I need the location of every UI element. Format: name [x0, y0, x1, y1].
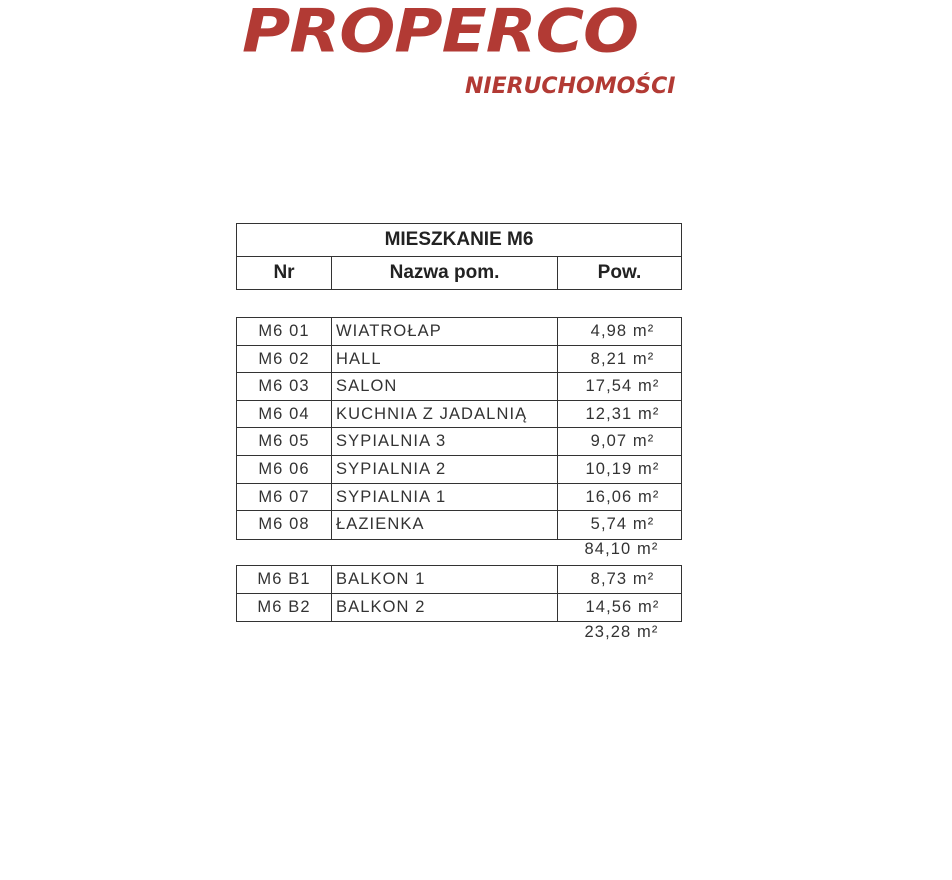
balconies-group [236, 565, 682, 622]
room-area: 12,31 m² [585, 404, 660, 423]
header-area: Pow. [597, 262, 642, 283]
table-row [237, 373, 681, 401]
header-nr: Nr [237, 257, 332, 289]
rooms-group [236, 317, 682, 540]
room-nr: M6 08 [237, 511, 332, 539]
room-name: HALL [332, 346, 558, 373]
room-area: 9,07 m² [590, 432, 655, 451]
room-name: SYPIALNIA 2 [332, 456, 558, 483]
table-row [237, 401, 681, 429]
room-area: 10,19 m² [585, 459, 660, 478]
room-nr: M6 04 [237, 401, 332, 428]
table-row [237, 594, 681, 622]
room-name: SYPIALNIA 1 [332, 484, 558, 511]
room-name: SYPIALNIA 3 [332, 428, 558, 455]
room-nr: M6 02 [237, 346, 332, 373]
logo-brand: PROPERCO [242, 0, 639, 66]
logo-subtitle: NIERUCHOMOŚCI [465, 74, 676, 99]
table-row [237, 318, 681, 346]
room-nr: M6 06 [237, 456, 332, 483]
balcony-nr: M6 B2 [237, 594, 332, 622]
balcony-area: 8,73 m² [590, 570, 655, 588]
balcony-nr: M6 B1 [237, 566, 332, 593]
logo [0, 0, 952, 110]
room-nr: M6 05 [237, 428, 332, 455]
room-area: 17,54 m² [585, 377, 660, 396]
header-name: Nazwa pom. [332, 257, 558, 289]
table-title: MIESZKANIE M6 [236, 223, 682, 257]
rooms-total: 84,10 m² [584, 540, 659, 558]
table-header [236, 256, 682, 290]
balconies-total: 23,28 m² [584, 623, 659, 641]
balcony-area: 14,56 m² [585, 597, 660, 616]
room-nr: M6 07 [237, 484, 332, 511]
room-name: KUCHNIA Z JADALNIĄ [332, 401, 558, 428]
table-row [237, 484, 681, 512]
table-row [237, 346, 681, 374]
room-area: 4,98 m² [590, 322, 655, 340]
balcony-name: BALKON 1 [332, 566, 558, 593]
room-area: 8,21 m² [590, 349, 655, 368]
table-row [237, 566, 681, 594]
room-name: ŁAZIENKA [332, 511, 558, 539]
room-name: SALON [332, 373, 558, 400]
room-area: 5,74 m² [590, 515, 655, 534]
balcony-name: BALKON 2 [332, 594, 558, 622]
room-area: 16,06 m² [585, 487, 660, 506]
room-nr: M6 01 [237, 318, 332, 345]
table-row [237, 511, 681, 539]
table-row [237, 428, 681, 456]
room-nr: M6 03 [237, 373, 332, 400]
table-row [237, 456, 681, 484]
room-name: WIATROŁAP [332, 318, 558, 345]
